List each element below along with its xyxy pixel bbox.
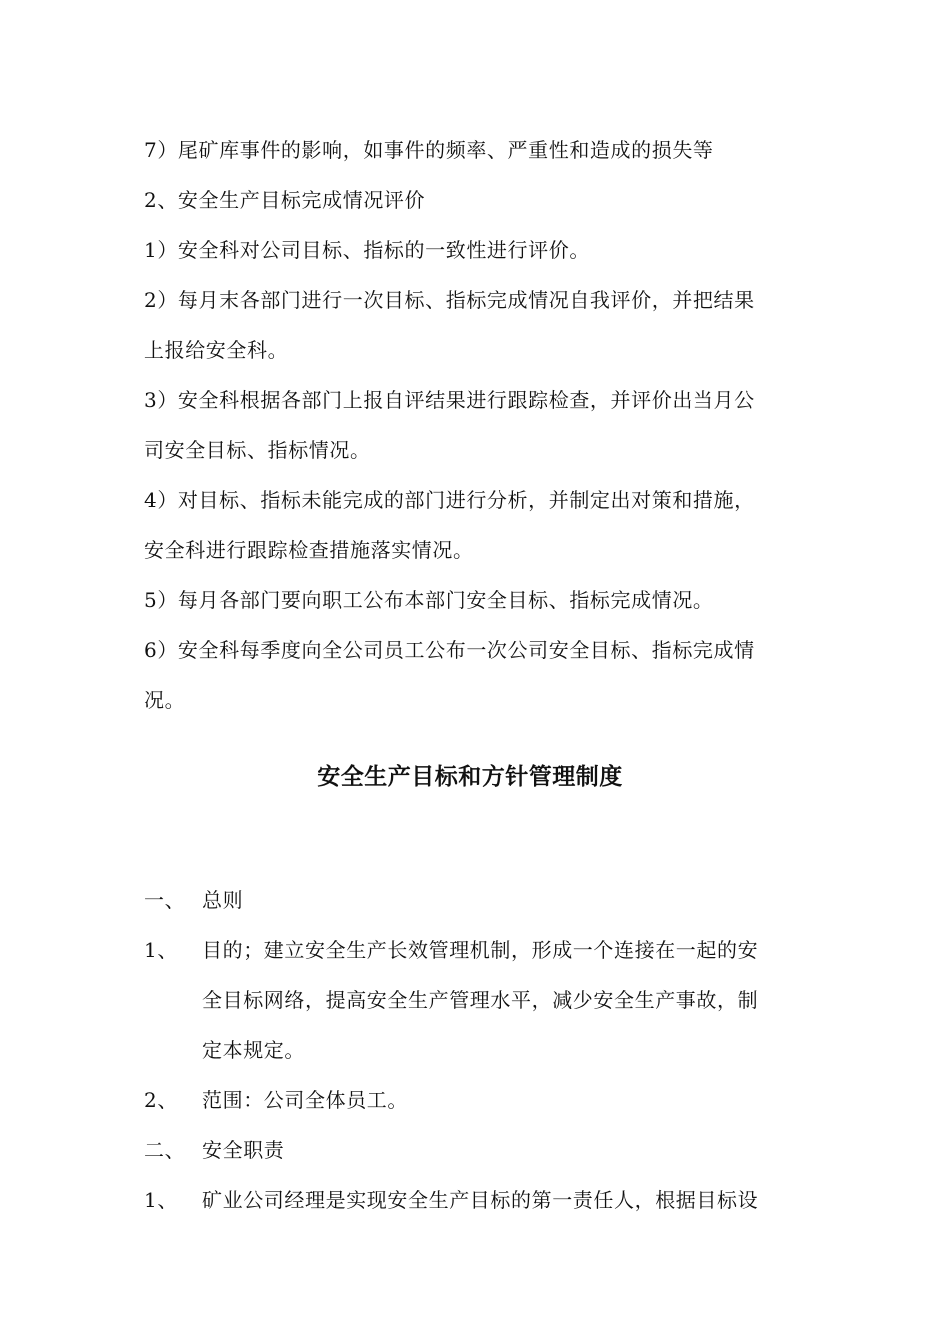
paragraph-line: 1）安全科对公司目标、指标的一致性进行评价。 <box>144 238 590 262</box>
paragraph-line: 2）每月末各部门进行一次目标、指标完成情况自我评价，并把结果 <box>144 288 755 312</box>
item-text <box>202 875 808 925</box>
list-item <box>144 1125 808 1175</box>
item-number: 一、 <box>144 888 186 912</box>
list-item <box>144 1075 808 1125</box>
item-line: 范围：公司全体员工。 <box>202 1088 408 1112</box>
regulation-list <box>144 875 808 1225</box>
evaluation-section <box>144 125 808 725</box>
item-number: 2、 <box>144 1088 178 1112</box>
paragraph-line: 司安全目标、指标情况。 <box>144 438 371 462</box>
section-title: 安全生产目标和方针管理制度 <box>317 763 623 790</box>
item-line: 目的；建立安全生产长效管理机制，形成一个连接在一起的安 <box>202 938 759 962</box>
item-line: 总则 <box>202 888 244 912</box>
paragraph-line: 5）每月各部门要向职工公布本部门安全目标、指标完成情况。 <box>144 588 714 612</box>
item-line: 矿业公司经理是实现安全生产目标的第一责任人，根据目标设 <box>202 1188 759 1212</box>
item-line: 全目标网络，提高安全生产管理水平，减少安全生产事故，制 <box>202 988 759 1012</box>
item-text <box>202 1125 808 1175</box>
item-line: 安全职责 <box>202 1138 285 1162</box>
paragraph-line: 2、安全生产目标完成情况评价 <box>144 188 426 212</box>
paragraph-line: 况。 <box>144 688 186 712</box>
list-item <box>144 875 808 925</box>
item-number: 二、 <box>144 1138 186 1162</box>
item-text <box>202 1075 808 1125</box>
paragraph-line: 3）安全科根据各部门上报自评结果进行跟踪检查，并评价出当月公 <box>144 388 755 412</box>
item-number: 1、 <box>144 1188 178 1212</box>
document-body <box>144 125 808 1225</box>
paragraph-line: 7）尾矿库事件的影响，如事件的频率、严重性和造成的损失等 <box>144 138 714 162</box>
paragraph-line: 上报给安全科。 <box>144 338 289 362</box>
list-item <box>144 1175 808 1225</box>
item-number: 1、 <box>144 938 178 962</box>
paragraph-line: 4）对目标、指标未能完成的部门进行分析，并制定出对策和措施， <box>144 488 755 512</box>
list-item <box>144 925 808 1075</box>
item-text <box>202 925 808 1075</box>
item-text <box>202 1175 808 1225</box>
paragraph-line: 安全科进行跟踪检查措施落实情况。 <box>144 538 474 562</box>
item-line: 定本规定。 <box>202 1038 305 1062</box>
paragraph-line: 6）安全科每季度向全公司员工公布一次公司安全目标、指标完成情 <box>144 638 755 662</box>
